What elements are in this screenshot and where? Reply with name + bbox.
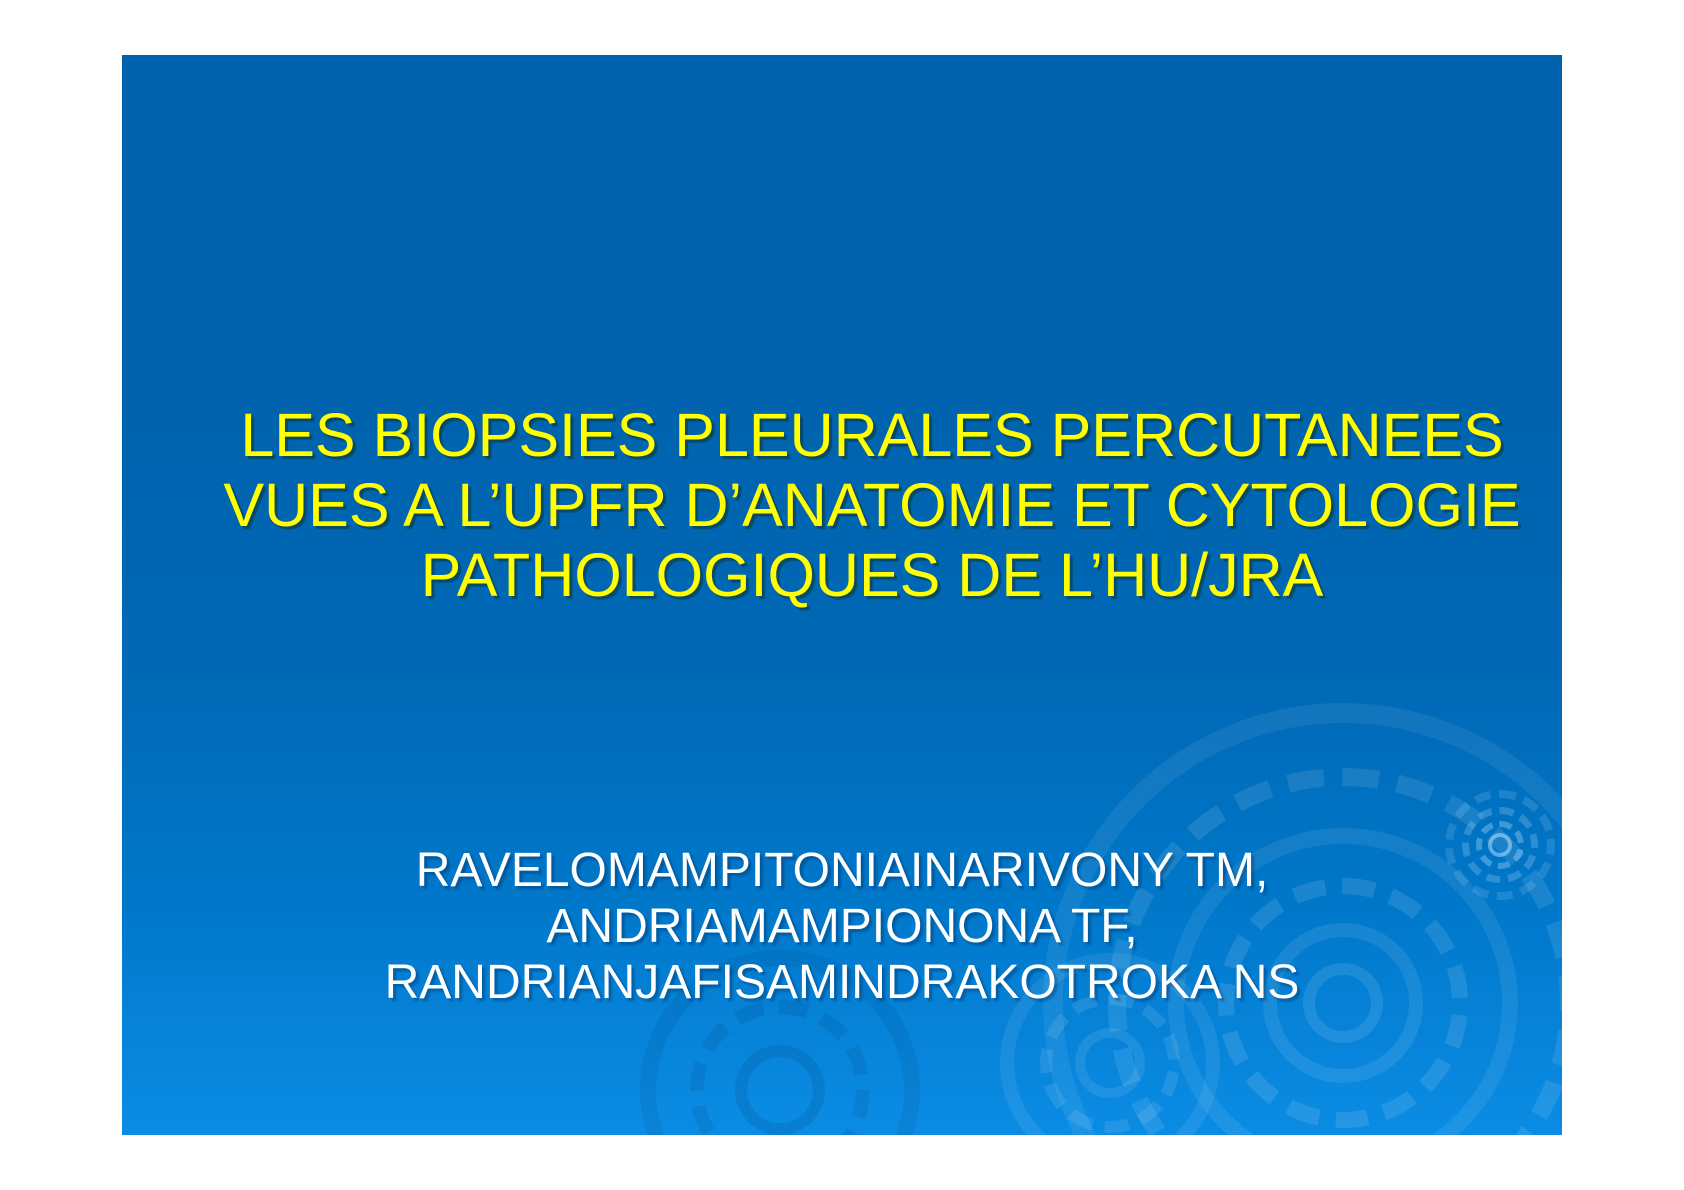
- author-line-1: RAVELOMAMPITONIAINARIVONY TM,: [415, 844, 1269, 897]
- slide-title-line-2: VUES A L’UPFR D’ANATOMIE ET CYTOLOGIE: [223, 471, 1521, 539]
- author-line-3: RANDRIANJAFISAMINDRAKOTROKA NS: [384, 956, 1300, 1009]
- slide-authors: [122, 843, 1562, 1011]
- slide-title-line-3: PATHOLOGIQUES DE L’HU/JRA: [420, 541, 1324, 609]
- slide-title: [152, 400, 1562, 610]
- author-line-2: ANDRIAMAMPIONONA TF,: [546, 900, 1138, 953]
- presentation-slide: [122, 55, 1562, 1135]
- slide-title-line-1: LES BIOPSIES PLEURALES PERCUTANEES: [240, 401, 1504, 469]
